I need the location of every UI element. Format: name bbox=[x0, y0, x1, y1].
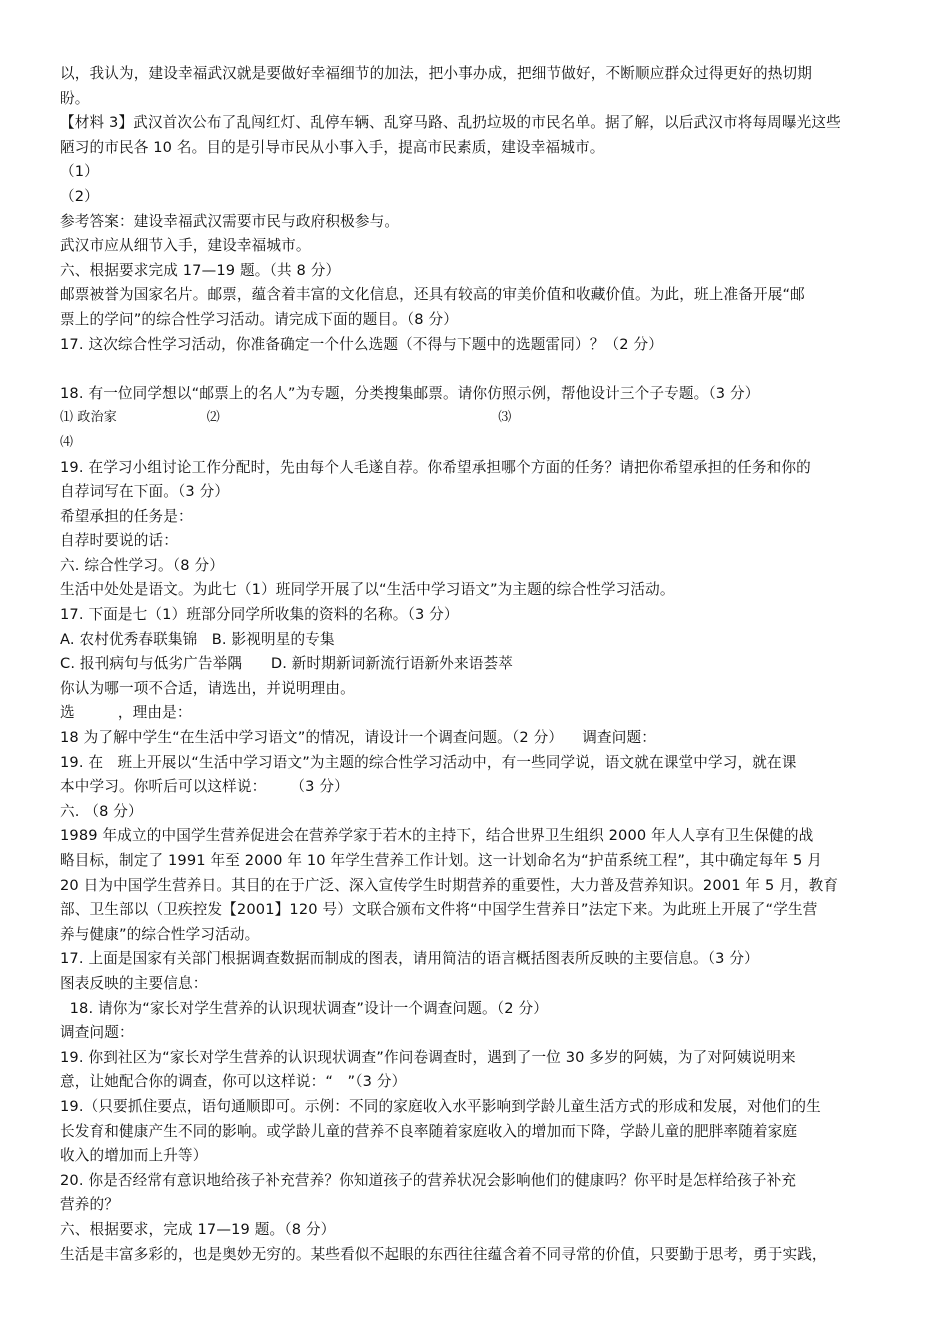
blank-line bbox=[60, 357, 898, 382]
text-line: 收入的增加而上升等） bbox=[60, 1147, 208, 1165]
answer-slot-2: （2） bbox=[60, 187, 99, 205]
text-line: 你认为哪一项不合适，请选出，并说明理由。 bbox=[60, 679, 355, 697]
text-line: 生活是丰富多彩的，也是奥妙无穷的。某些看似不起眼的东西往往蕴含着不同寻常的价值，只要勤于思考，勇于实践， bbox=[60, 1245, 827, 1263]
text-line: 部、卫生部以（卫疾控发【2001】120 号）文联合颁布文件将“中国学生营养日”法定下来。为此班上开展了“学生营 bbox=[60, 901, 818, 919]
text-line: 1989 年成立的中国学生营养促进会在营养学家于若木的主持下，结合世界卫生组织 2000 年人人享有卫生保健的战 bbox=[60, 827, 814, 845]
text-line: 武汉市应从细节入手，建设幸福城市。 bbox=[60, 237, 311, 255]
text-line: 20 日为中国学生营养日。其目的在于广泛、深入宣传学生时期营养的重要性，大力普及营养知识。2001 年 5 月，教育 bbox=[60, 876, 839, 894]
question-18: 18. 有一位同学想以“邮票上的名人”为专题，分类搜集邮票。请你仿照示例，帮他设计三个子专题。（3 分） bbox=[60, 384, 760, 402]
question-17: 17. 上面是国家有关部门根据调查数据而制成的图表，请用简洁的语言概括图表所反映的主要信息。（3 分） bbox=[60, 950, 759, 968]
sub-topic-option-4: ⑷ bbox=[60, 434, 74, 450]
section-heading: 六、根据要求，完成 17—19 题。（8 分） bbox=[60, 1220, 336, 1238]
text-line: 自荐时要说的话： bbox=[60, 532, 178, 550]
question-19: 19. 在 班上开展以“生活中学习语文”为主题的综合性学习活动中，有一些同学说，语文就在课堂中学习，就在课 bbox=[60, 753, 797, 771]
text-line: 以，我认为，建设幸福武汉就是要做好幸福细节的加法，把小事办成，把细节做好，不断顺应群众过得更好的热切期 bbox=[60, 65, 812, 82]
text-line: 自荐词写在下面。（3 分） bbox=[60, 483, 230, 501]
text-line: 营养的？ bbox=[60, 1196, 119, 1214]
text-line: 陋习的市民各 10 名。目的是引导市民从小事入手，提高市民素质，建设幸福城市。 bbox=[60, 138, 605, 156]
answer-slot-1: （1） bbox=[60, 163, 99, 181]
question-18: 18 为了解中学生“在生活中学习语文”的情况，请设计一个调查问题。（2 分） 调查问题： bbox=[60, 729, 656, 747]
option-line: A. 农村优秀春联集锦 B. 影视明星的专集 bbox=[60, 630, 335, 648]
text-line: 养与健康”的综合性学习活动。 bbox=[60, 925, 260, 943]
reference-answer-line: 参考答案：建设幸福武汉需要市民与政府积极参与。 bbox=[60, 212, 400, 230]
section-heading: 六、根据要求完成 17—19 题。（共 8 分） bbox=[60, 261, 341, 279]
section-heading: 六. （8 分） bbox=[60, 802, 143, 820]
text-line: 生活中处处是语文。为此七（1）班同学开展了以“生活中学习语文”为主题的综合性学习活动。 bbox=[60, 581, 675, 599]
text-line: 盼。 bbox=[60, 89, 90, 107]
text-line: 本中学习。你听后可以这样说： （3 分） bbox=[60, 778, 349, 796]
question-19: 19. 在学习小组讨论工作分配时，先由每个人毛遂自荐。你希望承担哪个方面的任务？请把你希望承担的任务和你的 bbox=[60, 458, 811, 476]
text-line: 希望承担的任务是： bbox=[60, 507, 193, 525]
text-line: 选 ，理由是： bbox=[60, 704, 192, 722]
question-17: 17. 下面是七（1）班部分同学所收集的资料的名称。（3 分） bbox=[60, 606, 459, 624]
section-heading: 六. 综合性学习。（8 分） bbox=[60, 556, 224, 574]
text-line: 邮票被誉为国家名片。邮票，蕴含着丰富的文化信息，还具有较高的审美价值和收藏价值。为此，班上准备开展“邮 bbox=[60, 286, 805, 304]
material-3-heading-line: 【材料 3】武汉首次公布了乱闯红灯、乱停车辆、乱穿马路、乱扔垃圾的市民名单。据了解，以后武汉市将每周曝光这些 bbox=[60, 114, 841, 132]
question-17: 17. 这次综合性学习活动，你准备确定一个什么选题（不得与下题中的选题雷同）？（2 分） bbox=[60, 335, 663, 353]
text-line: 图表反映的主要信息： bbox=[60, 974, 208, 992]
question-18: 18. 请你为“家长对学生营养的认识现状调查”设计一个调查问题。（2 分） bbox=[60, 999, 548, 1017]
text-line: 意，让她配合你的调查，你可以这样说：“ ”（3 分） bbox=[60, 1073, 407, 1091]
text-line: 长发育和健康产生不同的影响。或学龄儿童的营养不良率随着家庭收入的增加而下降，学龄儿童的肥胖率随着家庭 bbox=[60, 1122, 798, 1140]
text-line: 调查问题： bbox=[60, 1024, 134, 1042]
option-line: C. 报刊病句与低劣广告举隅 D. 新时期新词新流行语新外来语荟萃 bbox=[60, 655, 513, 673]
text-line: 票上的学问”的综合性学习活动。请完成下面的题目。（8 分） bbox=[60, 310, 458, 328]
question-19: 19. 你到社区为“家长对学生营养的认识现状调查”作问卷调查时，遇到了一位 30 多岁的阿姨，为了对阿姨说明来 bbox=[60, 1048, 796, 1066]
answer-19: 19.（只要抓住要点，语句通顺即可。示例：不同的家庭收入水平影响到学龄儿童生活方式的形成和发展，对他们的生 bbox=[60, 1097, 821, 1115]
sub-topic-options: ⑴ 政治家 ⑵ ⑶ bbox=[60, 410, 512, 426]
text-line: 略目标，制定了 1991 年至 2000 年 10 年学生营养工作计划。这一计划命名为“护苗系统工程”，其中确定每年 5 月 bbox=[60, 852, 823, 869]
question-20: 20. 你是否经常有意识地给孩子补充营养？你知道孩子的营养状况会影响他们的健康吗？你平时是怎样给孩子补充 bbox=[60, 1171, 797, 1189]
